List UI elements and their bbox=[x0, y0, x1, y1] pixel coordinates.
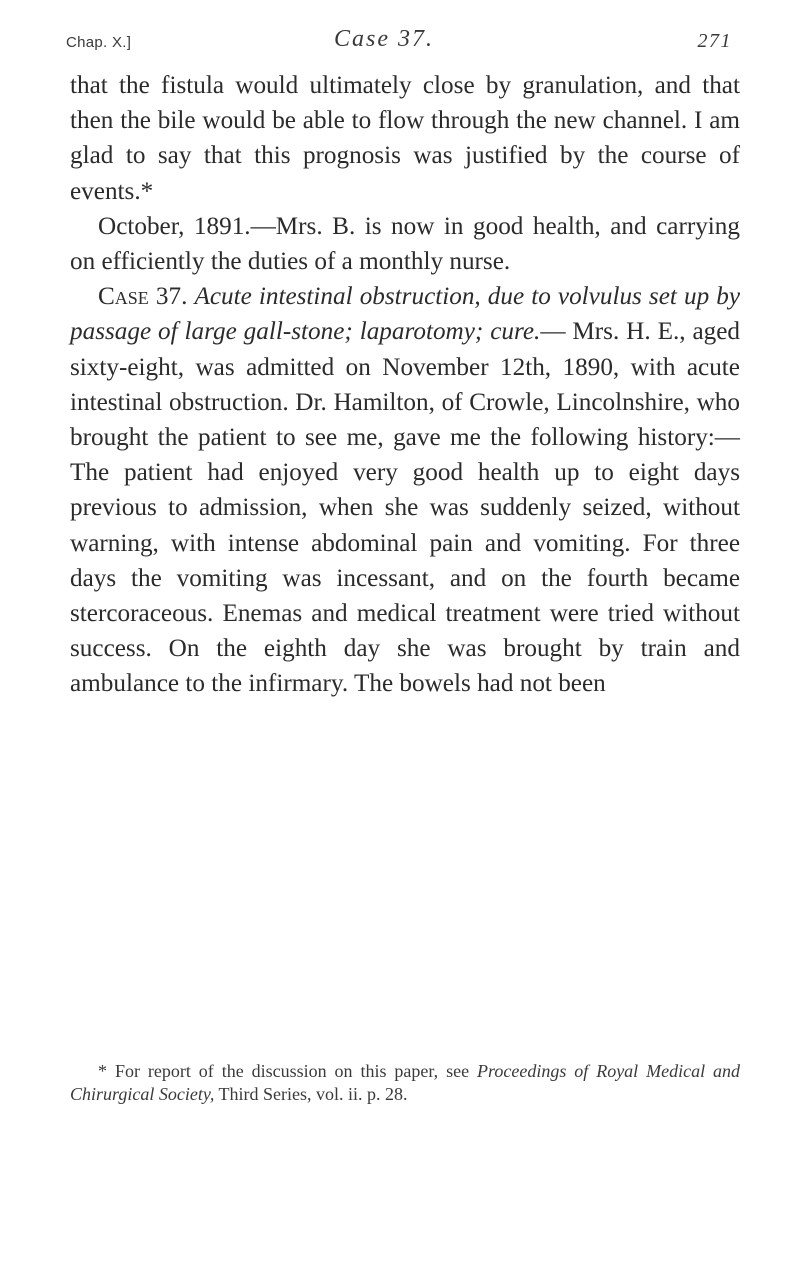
case-heading: Case 37. bbox=[334, 26, 434, 52]
footnote-marker: * bbox=[98, 1061, 107, 1081]
footnote-text bbox=[70, 1060, 740, 1106]
case-label: Case 37. bbox=[98, 283, 188, 311]
case-text: — Mrs. H. E., aged sixty-eight, was admitted on November 12th, 1890, with acute intestinal obstruction. Dr. Hamilton, of Crowle, Lincolnshire, who brought the patient to see me, gave me the following history:—The patient had enjoyed very good health up to eight days previous to admission, when she was suddenly seized, without warning, with intense abdominal pain and vomiting. For three days the vomiting was incessant, and on the fourth became stercoraceous. Enemas and medical treatment were tried without success. On the eighth day she was brought by train and ambulance to the infirmary. The bowels had not been bbox=[70, 318, 740, 698]
paragraph-continued: that the fistula would ultimately close by granulation, and that then the bile would be able to flow through the new channel. I am glad to say that this prognosis was justified by the course of events.* bbox=[70, 72, 740, 205]
paragraph-case-37 bbox=[70, 279, 740, 701]
running-head bbox=[66, 24, 734, 60]
case-title: Acute intestinal obstruction, due to volvulus set up by passage of large gall-stone; laparotomy; cure. bbox=[70, 283, 741, 346]
body-text bbox=[70, 68, 740, 702]
footnote-journal: Proceedings of Royal Medical and Chirurgical Society, bbox=[70, 1061, 741, 1104]
paragraph-follow-up: October, 1891.—Mrs. B. is now in good health, and carrying on efficiently the duties of a monthly nurse. bbox=[70, 212, 740, 276]
footnote bbox=[70, 1060, 740, 1106]
chapter-label: Chap. X.] bbox=[66, 34, 132, 51]
footnote-suffix: Third Series, vol. ii. p. 28. bbox=[218, 1084, 408, 1104]
page-number: 271 bbox=[697, 30, 732, 52]
footnote-prefix: For report of the discussion on this paper, see bbox=[114, 1061, 470, 1081]
